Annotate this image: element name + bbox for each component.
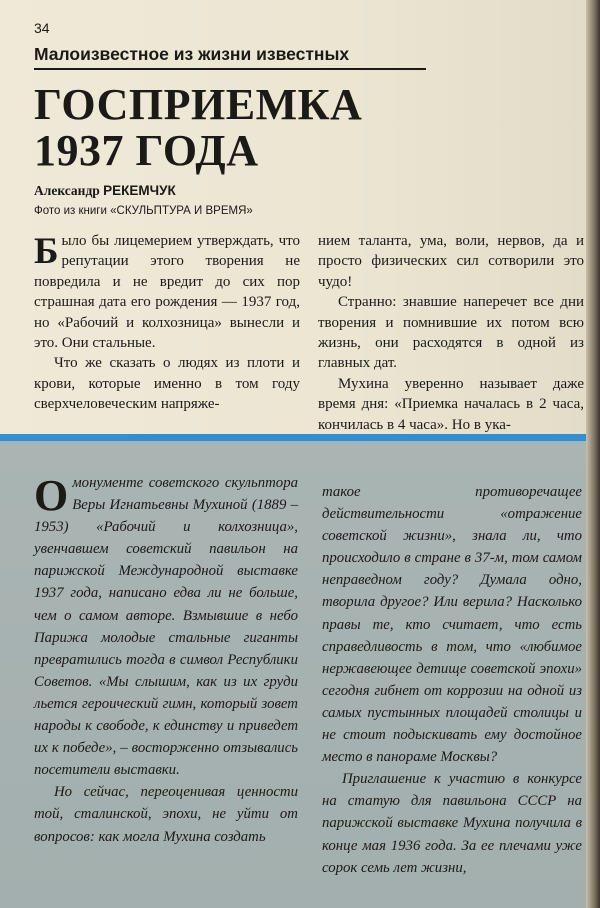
article-paragraph: Что же сказать о людях из плоти и крови, которые именно в том году сверхчеловеческим напряже- xyxy=(34,355,300,413)
inset-column-left xyxy=(34,472,298,848)
page-number: 34 xyxy=(34,20,50,36)
author-first-name: Александр xyxy=(34,183,100,198)
article-paragraph: Мухина уверенно называет даже время дня: «Приемка началась в 2 часа, кончилась в 4 часа». Но в ука- xyxy=(318,375,584,433)
inset-paragraph: такое противоречащее действительности «отражение советской жизни», знала ли, что происходило в стране в 37-м, том самом неправедном году? Думала одно, творила другое? Или верила? Насколько правы те, кто считает, что есть справедливость в том, что «любимое нержавеющее детище советской эпохи» сегодня гибнет от коррозии на одной из самых пустынных площадей столицы и не стоит подыскивать ему достойное место в панораме Москвы? xyxy=(322,484,582,766)
inset-paragraph: Но сейчас, переоценивая ценности той, сталинской, эпохи, не уйти от вопросов: как могла Мухина создать xyxy=(34,784,298,845)
author-byline xyxy=(34,183,176,199)
article-column-left xyxy=(34,231,300,415)
article-paragraph: Странно: знавшие наперечет все дни творения и помнившие их потом всю жизнь, они расходятся в одной из главных дат. xyxy=(318,294,584,372)
article-paragraph xyxy=(34,231,300,353)
paragraph-text: монументе советского скульптора Веры Игнатьевны Мухиной (1889 – 1953) «Рабочий и колхозница», увенчавшем советский павильон на парижской Международной выставке 1937 года, написано едва ли не больше, чем о самом авторе. Взмывшие в небо Парижа молодые стальные гиганты превратились тогда в символ Республики Советов. «Мы слышим, как из их груди льется героический гимн, который зовет народы к свободе, к единству и приведет их к победе», – восторженно отзывались посетители выставки. xyxy=(34,475,298,779)
accent-divider xyxy=(0,434,588,441)
article-headline xyxy=(34,82,362,174)
drop-cap: Б xyxy=(34,231,59,272)
inset-column-right xyxy=(322,481,582,879)
author-last-name: РЕКЕМЧУК xyxy=(103,183,176,198)
headline-line-2: 1937 ГОДА xyxy=(34,126,259,175)
section-rubric: Малоизвестное из жизни известных xyxy=(34,44,426,70)
article-paragraph: нием таланта, ума, воли, нервов, да и просто физических сил сотворили это чудо! xyxy=(318,233,584,290)
inset-paragraph xyxy=(34,472,298,781)
paragraph-text: ыло бы лицемерием утверждать, что репутации этого творения не повредила и не вредит до сих пор страшная дата его рождения — 1937 год, но «Рабочий и колхозница» вынесли и это. Они стальные. xyxy=(34,233,300,352)
page-spine xyxy=(586,0,600,908)
article-column-right xyxy=(318,231,584,435)
headline-line-1: ГОСПРИЕМКА xyxy=(34,80,363,129)
photo-credit: Фото из книги «СКУЛЬПТУРА И ВРЕМЯ» xyxy=(34,205,253,217)
inset-paragraph: Приглашение к участию в конкурсе на статую для павильона СССР на парижской выставке Мухина получила в конце мая 1936 года. За ее плечами уже сорок семь лет жизни, xyxy=(322,771,582,876)
drop-cap: О xyxy=(34,471,69,520)
